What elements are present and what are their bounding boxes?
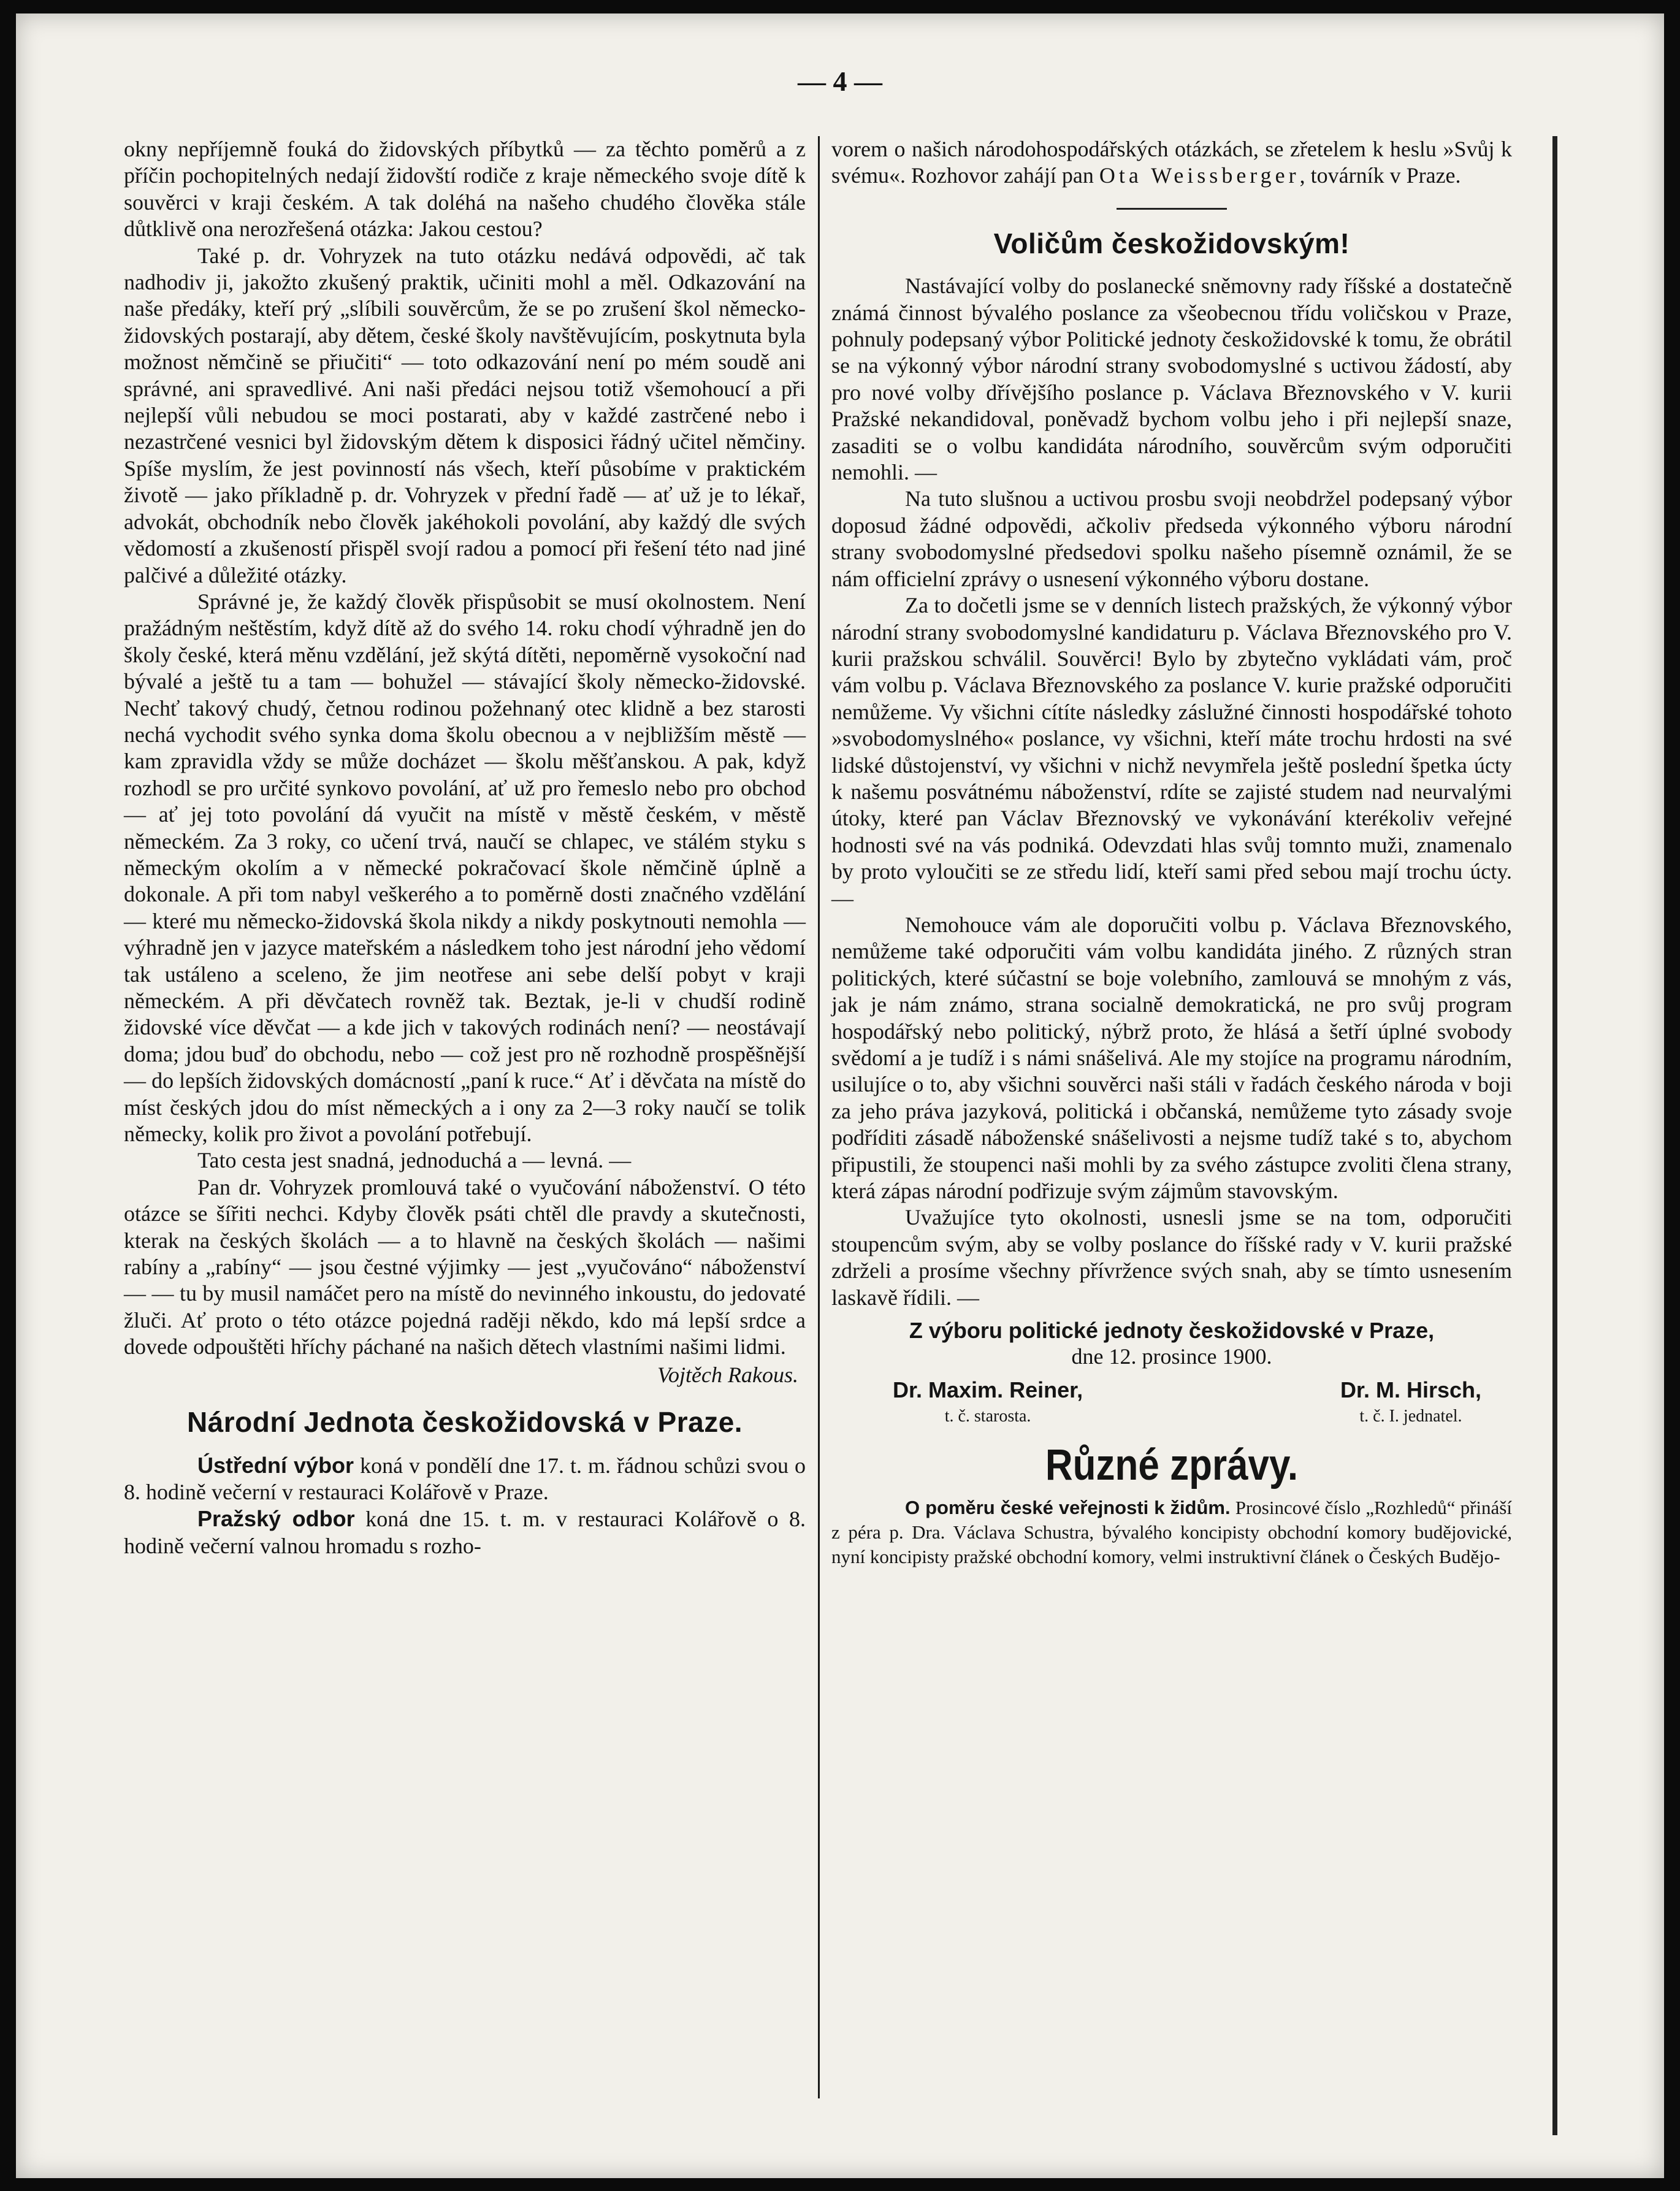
page-number: — 4 — bbox=[798, 66, 882, 97]
separator-rule bbox=[1117, 208, 1227, 210]
signer bbox=[1340, 1377, 1481, 1430]
article-paragraph: okny nepříjemně fouká do židovských příbytků — za těchto poměrů a z příčin pochopitelných nedají židovští rodiče z kraje německého svoje dítě k souvěrci v kraji českém. A tak doléhá na našeho chudého člověka stále důtklivě ona nerozřešená otázka: Jakou cestou? bbox=[124, 137, 806, 242]
notice-paragraph bbox=[124, 1452, 806, 1506]
intro-text: vorem o našich národohospodářských otázkách, se zřetelem k heslu »Svůj k svému«. Rozhovor zahájí pan bbox=[831, 137, 1512, 188]
news-heading: Různé zprávy. bbox=[1045, 1440, 1299, 1489]
signer-name: Dr. M. Hirsch, bbox=[1340, 1377, 1481, 1402]
signer-name: Dr. Maxim. Reiner, bbox=[893, 1377, 1083, 1402]
notice-text: koná v pondělí dne 17. t. m. řádnou schůzi svou o 8. hodině večerní v restauraci Kolářově v Praze. bbox=[124, 1453, 806, 1504]
intro-paragraph bbox=[831, 136, 1512, 189]
notice-paragraph bbox=[124, 1505, 806, 1559]
article-paragraph: Pan dr. Vohryzek promlouvá také o vyučování náboženství. O této otázce se šířiti nechci. Kdyby člověk psáti chtěl dle pravdy a skutečnosti, kterak na českých školách — a to hlavně na českých školách — našimi rabíny a „rabíny“ — jsou čestné výjimky — jest „vyučováno“ náboženství — — tu by musil namáčet pero na místě do nevinného inkoustu, do jedovaté žluči. Ať proto o této otázce pojedná raději někdo, kdo má lepší srdce a dovede odpouštěti hříchy páchané na našich dětech vlastními našimi lidmi. bbox=[124, 1174, 806, 1359]
notice-text: koná dne 15. t. m. v restauraci Kolářově o 8. hodině večerní valnou hromadu s rozho- bbox=[124, 1507, 806, 1558]
binding-edge bbox=[1552, 136, 1557, 2135]
article-paragraph: Tato cesta jest snadná, jednoduchá a — levná. — bbox=[197, 1148, 632, 1173]
left-column bbox=[124, 136, 806, 1559]
appeal-paragraph: Uvažujíce tyto okolnosti, usnesli jsme se na tom, odporučiti stoupencům svým, aby se volby poslance do říšské rady v V. kurii pražské zdrželi a prosíme všechny přívržence svých snah, aby se tímto usnesením laskavě řídili. — bbox=[831, 1205, 1512, 1310]
signer-title: t. č. starosta. bbox=[944, 1407, 1031, 1426]
intro-name: Ota Weissberger bbox=[1099, 163, 1300, 188]
right-column bbox=[831, 136, 1512, 1569]
news-paragraph bbox=[831, 1496, 1512, 1569]
appeal-paragraph: Na tuto slušnou a uctivou prosbu svoji neobdržel podepsaný výbor doposud žádné odpovědi, ačkoliv předseda výkonného výboru národní strany svobodomyslné předsedovi spolku našeho písemně oznámil, že se nám officielní zprávy o usnesení výkonného výboru dostane. bbox=[831, 486, 1512, 591]
date-line: dne 12. prosince 1900. bbox=[1071, 1344, 1272, 1369]
appeal-paragraph: Nastávající volby do poslanecké sněmovny rady říšské a dostatečně známá činnost bývalého poslance za všeobecnou třídu voličskou v Praze, pohnuly podepsaný výbor Politické jednoty českožidovské k tomu, že obrátil se na výkonný výbor národní strany svobodomyslné s uctivou žádostí, aby pro nové volby dřívějšího poslance p. Václava Březnovského v V. kurii Pražské nekandidoval, poněvadž bychom volbu jeho i při nejlepší snaze, zasaditi se o volbu kandidáta národního, souvěrcům svým odporučiti nemohli. — bbox=[831, 273, 1512, 485]
intro-text-end: , továrník v Praze. bbox=[1299, 163, 1461, 188]
notice-lead: Ústřední výbor bbox=[197, 1452, 354, 1478]
column-divider bbox=[818, 136, 820, 2098]
article-paragraph: Správné je, že každý člověk přispůsobit se musí okolnostem. Není pražádným neštěstím, když dítě až do svého 14. roku chodí výhradně jen do školy české, která měnu vzdělání, jež skýtá dítěti, nepoměrně vysokoční nad bývalé a ještě tu a tam — bohužel — stávající školy německo-židovské. Nechť takový chudý, četnou rodinou požehnaný otec klidně a bez starosti nechá vychodit svého synka doma školu obecnou a v nejbližším městě — kam zpravidla vždy se může docházet — školu měšťanskou. A pak, když rozhodl se pro určité synkovo povolání, ať už pro řemeslo nebo pro obchod — ať jej toto povolání dá vyučit na místě v městě českém, v městě německém. Za 3 roky, co učení trvá, naučí se chlapec, ve stálém styku s německým okolím a v německé pokračovací škole němčině úplně a dokonale. A při tom nabyl veškerého a to poměrně dosti značného vzdělání — které mu německo-židovská škola nikdy a nikdy poskytnouti nemohla — výhradně jen v jazyce mateřském a následkem toho jest národní jeho vědomí tak ustáleno a sceleno, že jim neotřese ani sebe delší pobyt v kraji německém. A při děvčatech rovněž tak. Beztak, je-li v chudší rodině židovské více děvčat — a kde jich v takových rodinách není? — neostávají doma; jdou buď do obchodu, nebo — což jest pro ně rozhodně prospěšnější — do lepších židovských domácností „paní k ruce.“ Ať i děvčata na místě do míst českých jdou do míst německých a i ony za 2—3 roky naučí se tolik německy, kolik pro život a povolání potřebují. bbox=[124, 589, 806, 1147]
signer bbox=[893, 1377, 1083, 1430]
newspaper-page bbox=[16, 13, 1664, 2178]
signatures bbox=[831, 1377, 1512, 1430]
news-text: Prosincové číslo „Rozhledů“ přináší z péra p. Dra. Václava Schustra, bývalého koncipisty obchodní komory budějovické, nyní koncipisty pražské obchodní komory, velmi instruktivní článek o Českých Budějo- bbox=[831, 1497, 1512, 1568]
news-lead: O poměru české veřejnosti k židům. bbox=[905, 1497, 1231, 1519]
committee-line: Z výboru politické jednoty českožidovské v Praze, bbox=[909, 1318, 1435, 1344]
notice-lead: Pražský odbor bbox=[197, 1506, 355, 1532]
article-paragraph: Také p. dr. Vohryzek na tuto otázku nedává odpovědi, ač tak nadhodiv ji, jakožto zkušený praktik, učiniti mohl a měl. Odkazování na naše předáky, kteří prý „slíbili souvěrcům, že se po zrušení škol německo-židovských postarají, aby dětem, české školy navštěvujícím, poskytnuta byla možnost němčině se přiučiti“ — toto odkazování není po mém soudě ani správné, ani spravedlivé. Ani naši předáci nejsou totiž všemohoucí a při nejlepší vůli nebudou se moci postarati, aby v každé zastrčené nebo i nezastrčené vesnici byl židovským dětem k disposici řádný učitel němčiny. Spíše myslím, že jest povinností nás všech, kteří působíme v praktickém životě — jako příkladně p. dr. Vohryzek v přední řadě — ať už je to lékař, advokát, obchodník nebo člověk jakéhokoli povolání, aby každý dle svých vědomostí a zkušeností přispěl svojí radou a pomocí při řešení této nad jiné palčivé a důležité otázky. bbox=[124, 243, 806, 587]
appeal-paragraph: Nemohouce vám ale doporučiti volbu p. Václava Březnovského, nemůžeme také odporučiti vám volbu kandidáta jiného. Z různých stran politických, které súčastní se boje volebního, zamlouvá se mnohým z vás, jak je nám známo, strana socialně demokratická, ne pro svůj program hospodářský nebo politický, nýbrž proto, že hlásá a šetří úplné svobody svědomí a je tudíž i s námi snášelivá. Ale my stojíce na programu národním, usilujíce o to, aby všichni souvěrci naši stáli v řadách českého národa v boji za jeho práva jazyková, politická i občanská, nemůžeme tyto zásady svoje podříditi zásadě náboženské snášelivosti a nejsme tudíž také s to, abychom připustili, že stoupenci naši mohli by za svého zástupce zvoliti člena strany, která zápas národní podřizuje svým zájmům stavovským. bbox=[831, 912, 1512, 1204]
signer-title: t. č. I. jednatel. bbox=[1359, 1407, 1462, 1426]
article-signature: Vojtěch Rakous. bbox=[657, 1362, 798, 1387]
appeal-paragraph: Za to dočetli jsme se v denních listech pražských, že výkonný výbor národní strany svobodomyslné kandidaturu p. Václava Březnovského pro V. kurii pražskou schválil. Souvěrci! Bylo by zbytečno vykládati vám, proč vám volbu p. Václava Březnovského za poslance V. kurie pražské odporučiti nemůžeme. Vy všichni cítíte následky záslužné činnosti hospodářské tohoto »svobodomyslného« poslance, vy všichni, kteří máte trochu hrdosti na své lidské důstojenství, vy všichni v nichž nevymřela ještě poslední špetka úcty k našemu posvátnému náboženství, rdíte se zajisté studem nad neurvalými útoky, které pan Václav Březnovský ve vykonávání kterékoliv veřejné hodnosti své na vás podniká. Odevzdati hlas svůj tomnto muži, znamenalo by proto vyloučiti se ze středu lidí, kteří sami před sebou mají trochu úcty. — bbox=[831, 593, 1512, 911]
section-heading: Národní Jednota českožidovská v Praze. bbox=[186, 1406, 743, 1439]
appeal-heading: Voličům českožidovským! bbox=[993, 227, 1350, 259]
